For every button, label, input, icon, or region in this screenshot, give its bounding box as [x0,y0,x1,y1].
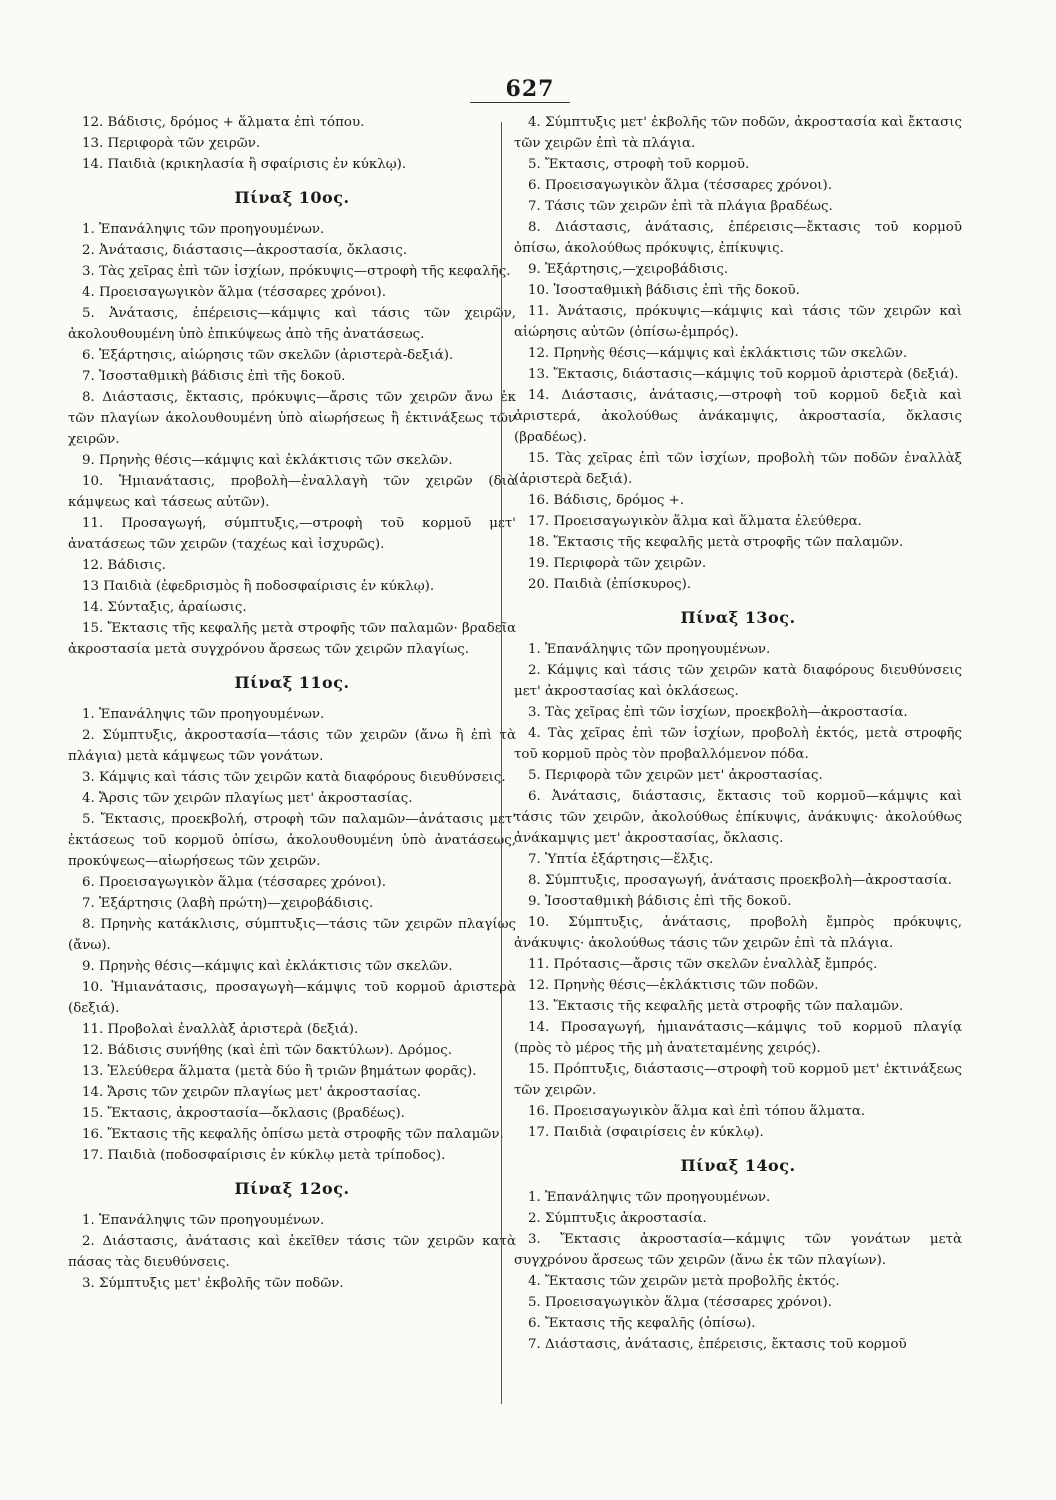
column-divider [501,122,502,1404]
list-item: 13. Ἔκτασις τῆς κεφαλῆς μετὰ στροφῆς τῶν παλαμῶν. [528,999,904,1014]
list-item: 10. Ἡμιανάτασις, προβολὴ—ἐναλλαγὴ τῶν χειρῶν (διὰ κάμψεως καὶ τάσεως αὐτῶν). [68,474,516,510]
list-item: 1. Ἐπανάληψις τῶν προηγουμένων. [528,642,771,657]
list-item: 5. Προεισαγωγικὸν ἅλμα (τέσσαρες χρόνοι). [528,1295,832,1310]
list-item: 14. Παιδιὰ (κρικηλασία ἢ σφαίρισις ἐν κύκλῳ). [82,157,407,172]
page-number-rule [470,102,570,103]
list-item: 19. Περιφορὰ τῶν χειρῶν. [528,556,707,571]
list-item: 3. Τὰς χεῖρας ἐπὶ τῶν ἰσχίων, προεκβολὴ—ἀκροστασία. [528,705,908,720]
list-item: 3. Ἔκτασις ἀκροστασία—κάμψις τῶν γονάτων μετὰ συγχρόνου ἄρσεως τῶν χειρῶν (ἄνω ἐκ τῶν πλαγίων). [514,1232,962,1268]
list-item: 15. Ἔκτασις τῆς κεφαλῆς μετὰ στροφῆς τῶν παλαμῶν· βραδεῖα ἀκροστασία μετὰ συγχρόνου ἄρσεως τῶν χειρῶν πλαγίως. [68,621,516,657]
page-number: 627 [505,76,555,102]
list-item: 2. Διάστασις, ἀνάτασις καὶ ἐκεῖθεν τάσις τῶν χειρῶν κατὰ πάσας τὰς διευθύνσεις. [68,1234,516,1270]
list-item: 10. Σύμπτυξις, ἀνάτασις, προβολὴ ἔμπρὸς πρόκυψις, ἀνάκυψις· ἀκολούθως τάσις τῶν χειρῶν ἐπὶ τὰ πλάγια. [514,915,962,951]
list-item: 11. Πρότασις—ἄρσις τῶν σκελῶν ἐναλλὰξ ἔμπρός. [528,957,878,972]
list-item: 2. Ἀνάτασις, διάστασις—ἀκροστασία, ὄκλασις. [82,243,407,258]
list-item: 16. Βάδισις, δρόμος +. [528,493,685,508]
list-item: 16. Ἔκτασις τῆς κεφαλῆς ὀπίσω μετὰ στροφῆς τῶν παλαμῶν. [82,1127,504,1142]
list-item: 8. Πρηνὴς κατάκλισις, σύμπτυξις—τάσις τῶν χειρῶν πλαγίως (ἄνω). [68,917,516,953]
list-item: 9. Ἐξάρτησις,—χειροβάδισις. [528,262,729,277]
list-item: 10. Ἰσοσταθμικὴ βάδισις ἐπὶ τῆς δοκοῦ. [528,283,800,298]
right-column [514,112,962,1355]
list-item: 12. Βάδισις συνήθης (καὶ ἐπὶ τῶν δακτύλων). Δρόμος. [82,1043,452,1058]
list-item: 12. Βάδισις, δρόμος + ἅλματα ἐπὶ τόπου. [82,115,365,130]
list-item: 14. Προσαγωγή, ἡμιανάτασις—κάμψις τοῦ κορμοῦ πλαγίᾳ (πρὸς τὸ μέρος τῆς μὴ ἀνατεταμένης χειρός). [514,1020,962,1056]
list-item: 20. Παιδιὰ (ἐπίσκυρος). [528,577,692,592]
list-item: 7. Διάστασις, ἀνάτασις, ἐπέρεισις, ἔκτασις τοῦ κορμοῦ [528,1337,907,1352]
list-item: 4. Σύμπτυξις μετ' ἐκβολῆς τῶν ποδῶν, ἀκροστασία καὶ ἔκτασις τῶν χειρῶν ἐπὶ τὰ πλάγια. [514,115,962,151]
list-item: 10. Ἡμιανάτασις, προσαγωγὴ—κάμψις τοῦ κορμοῦ ἀριστερὰ (δεξιά). [68,980,516,1016]
list-item: 8. Σύμπτυξις, προσαγωγή, ἀνάτασις προεκβολὴ—ἀκροστασία. [528,873,952,888]
section-title: Πίναξ 10ος. [234,188,350,207]
list-item: 16. Προεισαγωγικὸν ἅλμα καὶ ἐπὶ τόπου ἅλματα. [528,1104,866,1119]
list-item: 9. Πρηνὴς θέσις—κάμψις καὶ ἐκλάκτισις τῶν σκελῶν. [82,959,453,974]
list-item: 13. Ἐλεύθερα ἅλματα (μετὰ δύο ἢ τριῶν βημάτων φορᾶς). [82,1064,477,1079]
list-item: 4. Ἔκτασις τῶν χειρῶν μετὰ προβολῆς ἐκτός. [528,1274,840,1289]
list-item: 6. Ἔκτασις τῆς κεφαλῆς (ὀπίσω). [528,1316,756,1331]
list-item: 5. Ἔκτασις, στροφὴ τοῦ κορμοῦ. [528,157,750,172]
list-item: 4. Ἄρσις τῶν χειρῶν πλαγίως μετ' ἀκροστασίας. [82,791,413,806]
list-item: 7. Ἰσοσταθμικὴ βάδισις ἐπὶ τῆς δοκοῦ. [82,369,346,384]
section-title: Πίναξ 12ος. [234,1179,350,1198]
section-title: Πίναξ 14ος. [680,1156,796,1175]
list-item: 1. Ἐπανάληψις τῶν προηγουμένων. [528,1190,771,1205]
list-item: 14. Σύνταξις, ἀραίωσις. [82,600,247,615]
list-item: 6. Ἀνάτασις, διάστασις, ἔκτασις τοῦ κορμοῦ—κάμψις καὶ τάσις τῶν χειρῶν, ἀκολούθως ἐπίκυψις, ἀνάκυψις· ἀκολούθως ἀνάκαμψις μετ' ἀκροστασίας, ὄκλασις. [514,789,962,846]
list-item: 14. Διάστασις, ἀνάτασις,—στροφὴ τοῦ κορμοῦ δεξιὰ καὶ ἀριστερά, ἀκολούθως ἀνάκαμψις, ἀκροστασία, ὄκλασις (βραδέως). [514,388,962,445]
list-item: 9. Πρηνὴς θέσις—κάμψις καὶ ἐκλάκτισις τῶν σκελῶν. [82,453,453,468]
list-item: 3. Σύμπτυξις μετ' ἐκβολῆς τῶν ποδῶν. [82,1276,344,1291]
list-item: 7. Ὑπτία ἐξάρτησις—ἕλξις. [528,852,714,867]
list-item: 12. Πρηνὴς θέσις—ἐκλάκτισις τῶν ποδῶν. [528,978,819,993]
list-item: 7. Τάσις τῶν χειρῶν ἐπὶ τὰ πλάγια βραδέως. [528,199,833,214]
list-item: 1. Ἐπανάληψις τῶν προηγουμένων. [82,1213,325,1228]
list-item: 15. Τὰς χεῖρας ἐπὶ τῶν ἰσχίων, προβολὴ τῶν ποδῶν ἐναλλὰξ (ἀριστερὰ δεξιά). [514,451,962,487]
section-title: Πίναξ 11ος. [234,673,350,692]
list-item: 14. Ἄρσις τῶν χειρῶν πλαγίως μετ' ἀκροστασίας. [82,1085,421,1100]
list-item: 17. Παιδιὰ (σφαιρίσεις ἐν κύκλῳ). [528,1125,764,1140]
list-item: 15. Ἔκτασις, ἀκροστασία—ὄκλασις (βραδέως). [82,1106,405,1121]
list-item: 6. Προεισαγωγικὸν ἅλμα (τέσσαρες χρόνοι). [528,178,832,193]
list-item: 3. Κάμψις καὶ τάσις τῶν χειρῶν κατὰ διαφόρους διευθύνσεις. [82,770,506,785]
list-item: 6. Ἐξάρτησις, αἰώρησις τῶν σκελῶν (ἀριστερὰ-δεξιά). [82,348,454,363]
list-item: 17. Παιδιὰ (ποδοσφαίρισις ἐν κύκλῳ μετὰ τρίποδος). [82,1148,446,1163]
list-item: 7. Ἐξάρτησις (λαβὴ πρώτη)—χειροβάδισις. [82,896,374,911]
list-item: 13. Ἔκτασις, διάστασις—κάμψις τοῦ κορμοῦ ἀριστερὰ (δεξιά). [528,367,959,382]
list-item: 13. Περιφορὰ τῶν χειρῶν. [82,136,261,151]
list-item: 5. Περιφορὰ τῶν χειρῶν μετ' ἀκροστασίας. [528,768,823,783]
list-item: 11. Προσαγωγή, σύμπτυξις,—στροφὴ τοῦ κορμοῦ μετ' ἀνατάσεως τῶν χειρῶν (ταχέως καὶ ἰσχυρῶς). [68,516,516,552]
list-item: 11. Προβολαὶ ἐναλλὰξ ἀριστερὰ (δεξιά). [82,1022,359,1037]
list-item: 8. Διάστασις, ἀνάτασις, ἐπέρεισις—ἔκτασις τοῦ κορμοῦ ὀπίσω, ἀκολούθως πρόκυψις, ἐπίκυψις. [514,220,962,256]
list-item: 8. Διάστασις, ἔκτασις, πρόκυψις—ἄρσις τῶν χειρῶν ἄνω ἐκ τῶν πλαγίων ἀκολουθουμένη ὑπὸ αἰωρήσεως ἢ ἐκτινάξεως τῶν χειρῶν. [68,390,516,447]
section-title: Πίναξ 13ος. [680,608,796,627]
list-item: 17. Προεισαγωγικὸν ἅλμα καὶ ἅλματα ἐλεύθερα. [528,514,862,529]
list-item: 3. Τὰς χεῖρας ἐπὶ τῶν ἰσχίων, πρόκυψις—στροφὴ τῆς κεφαλῆς. [82,264,511,279]
list-item: 1. Ἐπανάληψις τῶν προηγουμένων. [82,707,325,722]
list-item: 4. Προεισαγωγικὸν ἅλμα (τέσσαρες χρόνοι). [82,285,386,300]
list-item: 2. Σύμπτυξις, ἀκροστασία—τάσις τῶν χειρῶν (ἄνω ἢ ἐπὶ τὰ πλάγια) μετὰ κάμψεως τῶν γονάτων. [68,728,516,764]
list-item: 2. Σύμπτυξις ἀκροστασία. [528,1211,707,1226]
list-item: 9. Ἰσοσταθμικὴ βάδισις ἐπὶ τῆς δοκοῦ. [528,894,792,909]
list-item: 18. Ἔκτασις τῆς κεφαλῆς μετὰ στροφῆς τῶν παλαμῶν. [528,535,904,550]
list-item: 5. Ἀνάτασις, ἐπέρεισις—κάμψις καὶ τάσις τῶν χειρῶν, ἀκολουθουμένη ὑπὸ ἐπικύψεως ἀπὸ τῆς ἀνατάσεως. [68,306,516,342]
list-item: 13 Παιδιὰ (ἐφεδρισμὸς ἢ ποδοσφαίρισις ἐν κύκλῳ). [82,579,435,594]
list-item: 11. Ἀνάτασις, πρόκυψις—κάμψις καὶ τάσις τῶν χειρῶν καὶ αἰώρησις αὐτῶν (ὀπίσω-ἐμπρός). [514,304,962,340]
list-item: 5. Ἔκτασις, προεκβολή, στροφὴ τῶν παλαμῶν—ἀνάτασις μετ' ἐκτάσεως τοῦ κορμοῦ ὀπίσω, ἀκολουθουμένη ὑπὸ ἀνατάσεως, προκύψεως—αἰωρήσεως τῶν χειρῶν. [68,812,516,869]
list-item: 12. Πρηνὴς θέσις—κάμψις καὶ ἐκλάκτισις τῶν σκελῶν. [528,346,908,361]
list-item: 12. Βάδισις. [82,558,166,573]
list-item: 4. Τὰς χεῖρας ἐπὶ τῶν ἰσχίων, προβολὴ ἐκτός, μετὰ στροφῆς τοῦ κορμοῦ πρὸς τὸν προβαλλόμενον πόδα. [514,726,962,762]
left-column [68,112,516,1294]
list-item: 15. Πρόπτυξις, διάστασις—στροφὴ τοῦ κορμοῦ μετ' ἐκτινάξεως τῶν χειρῶν. [514,1062,962,1098]
list-item: 1. Ἐπανάληψις τῶν προηγουμένων. [82,222,325,237]
list-item: 2. Κάμψις καὶ τάσις τῶν χειρῶν κατὰ διαφόρους διευθύνσεις μετ' ἀκροστασίας καὶ ὀκλάσεως. [514,663,962,699]
list-item: 6. Προεισαγωγικὸν ἅλμα (τέσσαρες χρόνοι). [82,875,386,890]
